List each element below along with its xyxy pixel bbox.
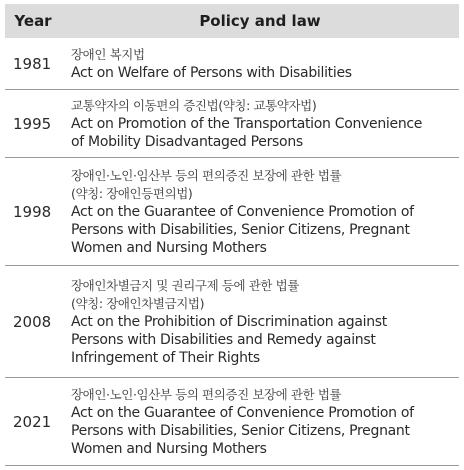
korean-law-name-line: 장애인차별금지 및 권리구제 등에 관한 법률 [71, 277, 300, 293]
table-row [5, 266, 459, 378]
korean-law-name-line: 장애인·노인·임산부 등의 편의증진 보장에 관한 법률 [71, 167, 342, 183]
header-policy: Policy and law [199, 12, 321, 30]
policy-law-table [5, 4, 459, 466]
table-row [5, 378, 459, 466]
row-year: 1995 [13, 114, 52, 133]
korean-law-name: 교통약자의 이동편의 증진법(약칭: 교통약자법) [71, 97, 317, 113]
table-row [5, 158, 459, 266]
english-law-name-line: Persons with Disabilities and Remedy against [71, 331, 376, 348]
english-law-name-line: Act on the Guarantee of Convenience Promotion of [71, 203, 414, 220]
korean-law-name: 장애인 복지법 [71, 46, 145, 62]
korean-law-name: 장애인·노인·임산부 등의 편의증진 보장에 관한 법률 [71, 386, 342, 402]
english-law-name-line: Persons with Disabilities, Senior Citizens, Pregnant [71, 221, 410, 238]
row-policy [61, 46, 459, 82]
korean-law-abbreviation: (약칭: 장애인차별금지법) [71, 295, 205, 311]
row-policy [61, 97, 459, 151]
english-law-name-line: Act on Promotion of the Transportation Convenience [71, 115, 423, 132]
english-law-name-line: Act on the Guarantee of Convenience Promotion of [71, 404, 414, 421]
english-law-name-line: Infringement of Their Rights [71, 349, 260, 366]
english-law-name-line: Women and Nursing Mothers [71, 239, 267, 256]
header-year: Year [14, 12, 52, 30]
english-law-name: Act on Welfare of Persons with Disabilities [71, 64, 352, 81]
row-policy [61, 167, 459, 257]
row-policy [61, 386, 459, 458]
english-law-name-line: Act on the Prohibition of Discrimination against [71, 313, 387, 330]
english-law-name-line: Persons with Disabilities, Senior Citizens, Pregnant [71, 422, 410, 439]
table-header [5, 4, 459, 38]
row-policy [61, 277, 459, 367]
row-year: 2008 [13, 312, 52, 331]
row-year: 2021 [13, 412, 52, 431]
english-law-name-line: Women and Nursing Mothers [71, 440, 267, 457]
table-row [5, 38, 459, 90]
korean-law-abbreviation: (약칭: 장애인등편의법) [71, 185, 193, 201]
row-year: 1981 [13, 54, 52, 73]
row-year: 1998 [13, 202, 52, 221]
english-law-name-line: of Mobility Disadvantaged Persons [71, 133, 303, 150]
table-row [5, 90, 459, 158]
